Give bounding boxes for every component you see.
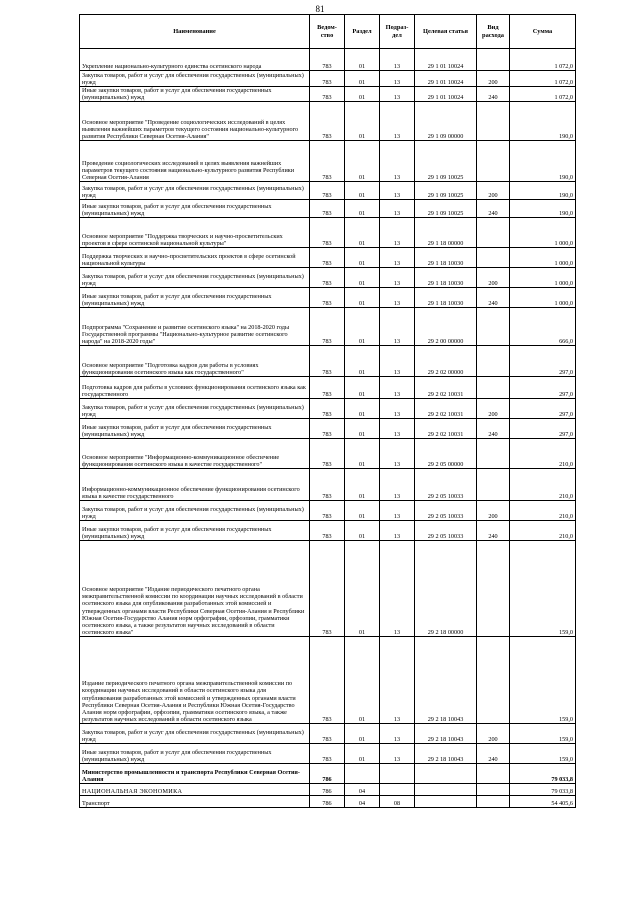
row-name: Основное мероприятие "Проведение социологических исследований в целях выявления важнейших параметров текущего состояния национально-культурного развития Республики Северная Осетия-Алания" xyxy=(80,102,310,141)
table-row xyxy=(80,796,576,808)
row-target: 29 2 05 10033 xyxy=(415,469,477,501)
row-sum: 54 405,6 xyxy=(510,796,576,808)
row-vid xyxy=(477,248,510,268)
row-name: Закупка товаров, работ и услуг для обеспечения государственных (муниципальных) нужд xyxy=(80,724,310,744)
header-target: Целевая статья xyxy=(415,15,477,49)
row-podrazdel: 13 xyxy=(380,637,415,724)
row-razdel: 01 xyxy=(345,377,380,399)
table-header-row xyxy=(80,15,576,49)
row-podrazdel: 13 xyxy=(380,439,415,469)
row-sum: 79 033,8 xyxy=(510,784,576,796)
row-ved: 783 xyxy=(310,724,345,744)
row-ved: 783 xyxy=(310,744,345,764)
table-row xyxy=(80,521,576,541)
row-razdel: 01 xyxy=(345,268,380,288)
row-razdel: 01 xyxy=(345,102,380,141)
row-podrazdel: 13 xyxy=(380,49,415,71)
row-vid xyxy=(477,784,510,796)
row-ved: 783 xyxy=(310,521,345,541)
row-razdel: 01 xyxy=(345,637,380,724)
row-razdel: 01 xyxy=(345,182,380,200)
table-row xyxy=(80,268,576,288)
table-row xyxy=(80,308,576,346)
row-sum: 210,0 xyxy=(510,521,576,541)
table-row xyxy=(80,200,576,218)
row-name: Информационно-коммуникационное обеспечение функционирования осетинского языка в качестве государственного xyxy=(80,469,310,501)
row-podrazdel: 13 xyxy=(380,346,415,377)
row-ved: 783 xyxy=(310,200,345,218)
row-sum: 210,0 xyxy=(510,469,576,501)
row-ved: 783 xyxy=(310,419,345,439)
row-target: 29 2 02 10031 xyxy=(415,377,477,399)
table-row xyxy=(80,399,576,419)
row-vid xyxy=(477,541,510,637)
row-ved: 783 xyxy=(310,288,345,308)
row-vid xyxy=(477,796,510,808)
row-ved: 783 xyxy=(310,102,345,141)
row-sum: 190,0 xyxy=(510,141,576,182)
row-vid xyxy=(477,308,510,346)
row-ved: 783 xyxy=(310,49,345,71)
row-sum: 190,0 xyxy=(510,200,576,218)
row-razdel: 04 xyxy=(345,796,380,808)
header-podrazdel: Подраз- дел xyxy=(380,15,415,49)
row-name: Основное мероприятие "Поддержка творческих и научно-просветительских проектов в сфере осетинской национальной культуры" xyxy=(80,218,310,248)
header-ved: Ведом- ство xyxy=(310,15,345,49)
row-vid: 240 xyxy=(477,521,510,541)
header-razdel: Раздел xyxy=(345,15,380,49)
row-name: Укрепление национально-культурного единства осетинского народа xyxy=(80,49,310,71)
row-vid xyxy=(477,346,510,377)
row-ved: 783 xyxy=(310,469,345,501)
row-target: 29 1 18 10030 xyxy=(415,288,477,308)
row-podrazdel: 13 xyxy=(380,87,415,102)
row-sum: 1 072,0 xyxy=(510,49,576,71)
row-podrazdel: 13 xyxy=(380,501,415,521)
row-ved: 783 xyxy=(310,637,345,724)
row-ved: 783 xyxy=(310,268,345,288)
row-target: 29 2 02 10031 xyxy=(415,399,477,419)
row-razdel: 01 xyxy=(345,521,380,541)
row-sum: 210,0 xyxy=(510,439,576,469)
row-name: Закупка товаров, работ и услуг для обеспечения государственных (муниципальных) нужд xyxy=(80,71,310,87)
row-vid xyxy=(477,764,510,784)
row-name: Подготовка кадров для работы в условиях функционирования осетинского языка как государственного xyxy=(80,377,310,399)
table-row xyxy=(80,102,576,141)
row-target: 29 2 05 10033 xyxy=(415,501,477,521)
table-row xyxy=(80,248,576,268)
table-row xyxy=(80,501,576,521)
row-podrazdel xyxy=(380,764,415,784)
row-target: 29 1 01 10024 xyxy=(415,49,477,71)
row-sum: 159,0 xyxy=(510,637,576,724)
row-name: Министерство промышленности и транспорта Республики Северная Осетия-Алания xyxy=(80,764,310,784)
header-name: Наименование xyxy=(80,15,310,49)
page-number: 81 xyxy=(315,4,325,14)
row-sum: 159,0 xyxy=(510,541,576,637)
row-razdel: 01 xyxy=(345,71,380,87)
row-target: 29 1 18 10030 xyxy=(415,248,477,268)
row-ved: 786 xyxy=(310,764,345,784)
row-razdel: 01 xyxy=(345,200,380,218)
row-ved: 783 xyxy=(310,541,345,637)
row-razdel: 01 xyxy=(345,218,380,248)
row-sum: 297,0 xyxy=(510,399,576,419)
row-name: НАЦИОНАЛЬНАЯ ЭКОНОМИКА xyxy=(80,784,310,796)
row-name: Иные закупки товаров, работ и услуг для обеспечения государственных (муниципальных) нужд xyxy=(80,288,310,308)
row-target: 29 2 18 10043 xyxy=(415,724,477,744)
row-podrazdel: 13 xyxy=(380,377,415,399)
row-podrazdel: 13 xyxy=(380,744,415,764)
table-row xyxy=(80,288,576,308)
row-target: 29 1 09 10025 xyxy=(415,141,477,182)
row-name: Поддержка творческих и научно-просветительских проектов в сфере осетинской национальной культуры xyxy=(80,248,310,268)
row-vid: 240 xyxy=(477,288,510,308)
row-razdel: 01 xyxy=(345,541,380,637)
row-vid xyxy=(477,637,510,724)
row-podrazdel: 13 xyxy=(380,308,415,346)
row-podrazdel: 13 xyxy=(380,399,415,419)
row-vid xyxy=(477,469,510,501)
table-row xyxy=(80,419,576,439)
row-sum: 1 000,0 xyxy=(510,268,576,288)
row-podrazdel: 13 xyxy=(380,102,415,141)
row-podrazdel: 13 xyxy=(380,469,415,501)
row-razdel: 01 xyxy=(345,49,380,71)
table-row xyxy=(80,637,576,724)
row-name: Иные закупки товаров, работ и услуг для обеспечения государственных (муниципальных) нужд xyxy=(80,521,310,541)
row-sum: 297,0 xyxy=(510,419,576,439)
row-podrazdel: 13 xyxy=(380,288,415,308)
row-name: Закупка товаров, работ и услуг для обеспечения государственных (муниципальных) нужд xyxy=(80,501,310,521)
row-name: Основное мероприятие "Информационно-коммуникационное обеспечение функционирования осетинского языка в качестве государственного" xyxy=(80,439,310,469)
row-vid xyxy=(477,218,510,248)
row-target: 29 2 18 10043 xyxy=(415,744,477,764)
row-sum: 1 072,0 xyxy=(510,71,576,87)
row-name: Издание периодического печатного органа межправительственной комиссии по координации научных исследований в области осетинского языка для опубликования разработанных этой комиссией и утвержденных органами власти Республики Северная Осетия-Алания и Республики Южная Осетия-Государство Алания норм орфографии, орфоэпии, грамматики осетинского языка, а также результатов научных исследований в области осетинского языка xyxy=(80,637,310,724)
table-row xyxy=(80,182,576,200)
row-podrazdel: 13 xyxy=(380,182,415,200)
row-ved: 783 xyxy=(310,141,345,182)
row-vid: 240 xyxy=(477,200,510,218)
row-sum: 666,0 xyxy=(510,308,576,346)
row-name: Подпрограмма "Сохранение и развитие осетинского языка" на 2018-2020 годы Государственной программы "Национально-культурное развитие осетинского народа" на 2018-2020 годы" xyxy=(80,308,310,346)
row-name: Проведение социологических исследований в целях выявления важнейших параметров текущего состояния национально-культурного развития Республики Северная Осетия-Алания xyxy=(80,141,310,182)
row-vid xyxy=(477,141,510,182)
row-target: 29 1 09 10025 xyxy=(415,182,477,200)
row-vid xyxy=(477,377,510,399)
row-target: 29 2 18 00000 xyxy=(415,541,477,637)
row-target: 29 2 05 00000 xyxy=(415,439,477,469)
row-vid: 200 xyxy=(477,182,510,200)
row-target: 29 1 18 10030 xyxy=(415,268,477,288)
row-target xyxy=(415,784,477,796)
row-vid xyxy=(477,439,510,469)
row-podrazdel: 13 xyxy=(380,724,415,744)
row-razdel: 01 xyxy=(345,399,380,419)
table-row xyxy=(80,218,576,248)
row-podrazdel: 13 xyxy=(380,141,415,182)
table-row xyxy=(80,764,576,784)
row-sum: 297,0 xyxy=(510,346,576,377)
row-podrazdel: 13 xyxy=(380,218,415,248)
row-vid: 240 xyxy=(477,419,510,439)
row-podrazdel xyxy=(380,784,415,796)
row-podrazdel: 13 xyxy=(380,200,415,218)
row-name: Закупка товаров, работ и услуг для обеспечения государственных (муниципальных) нужд xyxy=(80,399,310,419)
row-vid: 200 xyxy=(477,724,510,744)
row-razdel: 01 xyxy=(345,439,380,469)
row-ved: 783 xyxy=(310,308,345,346)
table-row xyxy=(80,469,576,501)
row-podrazdel: 13 xyxy=(380,248,415,268)
table-row xyxy=(80,541,576,637)
table-row xyxy=(80,744,576,764)
row-razdel: 01 xyxy=(345,724,380,744)
header-sum: Сумма xyxy=(510,15,576,49)
row-razdel: 01 xyxy=(345,501,380,521)
row-ved: 783 xyxy=(310,87,345,102)
row-target: 29 1 09 10025 xyxy=(415,200,477,218)
row-vid xyxy=(477,102,510,141)
row-sum: 190,0 xyxy=(510,182,576,200)
row-ved: 783 xyxy=(310,501,345,521)
row-name: Закупка товаров, работ и услуг для обеспечения государственных (муниципальных) нужд xyxy=(80,182,310,200)
row-podrazdel: 13 xyxy=(380,268,415,288)
row-ved: 786 xyxy=(310,796,345,808)
row-sum: 1 000,0 xyxy=(510,248,576,268)
row-vid: 200 xyxy=(477,268,510,288)
row-vid: 200 xyxy=(477,399,510,419)
row-podrazdel: 13 xyxy=(380,419,415,439)
row-name: Транспорт xyxy=(80,796,310,808)
row-name: Основное мероприятие "Подготовка кадров для работы в условиях функционирования осетинского языка как государственного" xyxy=(80,346,310,377)
row-vid: 240 xyxy=(477,87,510,102)
row-target xyxy=(415,764,477,784)
row-vid: 200 xyxy=(477,71,510,87)
row-name: Закупка товаров, работ и услуг для обеспечения государственных (муниципальных) нужд xyxy=(80,268,310,288)
row-target xyxy=(415,796,477,808)
header-vid: Вид расхода xyxy=(477,15,510,49)
row-name: Иные закупки товаров, работ и услуг для обеспечения государственных (муниципальных) нужд xyxy=(80,744,310,764)
row-razdel: 01 xyxy=(345,744,380,764)
row-sum: 210,0 xyxy=(510,501,576,521)
row-razdel: 01 xyxy=(345,141,380,182)
row-ved: 783 xyxy=(310,399,345,419)
row-target: 29 2 02 00000 xyxy=(415,346,477,377)
row-sum: 159,0 xyxy=(510,744,576,764)
row-vid: 240 xyxy=(477,744,510,764)
row-sum: 159,0 xyxy=(510,724,576,744)
row-vid xyxy=(477,49,510,71)
row-target: 29 2 05 10033 xyxy=(415,521,477,541)
row-target: 29 2 18 10043 xyxy=(415,637,477,724)
table-row xyxy=(80,71,576,87)
row-vid: 200 xyxy=(477,501,510,521)
row-name: Иные закупки товаров, работ и услуг для обеспечения государственных (муниципальных) нужд xyxy=(80,200,310,218)
row-ved: 783 xyxy=(310,248,345,268)
budget-table xyxy=(79,14,576,808)
row-razdel: 01 xyxy=(345,469,380,501)
table-row xyxy=(80,377,576,399)
row-sum: 297,0 xyxy=(510,377,576,399)
row-razdel xyxy=(345,764,380,784)
row-razdel: 01 xyxy=(345,87,380,102)
row-target: 29 1 18 00000 xyxy=(415,218,477,248)
row-ved: 786 xyxy=(310,784,345,796)
row-razdel: 01 xyxy=(345,346,380,377)
table-row xyxy=(80,784,576,796)
row-ved: 783 xyxy=(310,377,345,399)
row-ved: 783 xyxy=(310,218,345,248)
row-ved: 783 xyxy=(310,182,345,200)
row-target: 29 2 02 10031 xyxy=(415,419,477,439)
row-name: Иные закупки товаров, работ и услуг для обеспечения государственных (муниципальных) нужд xyxy=(80,87,310,102)
row-sum: 190,0 xyxy=(510,102,576,141)
row-ved: 783 xyxy=(310,439,345,469)
row-podrazdel: 13 xyxy=(380,521,415,541)
row-name: Иные закупки товаров, работ и услуг для обеспечения государственных (муниципальных) нужд xyxy=(80,419,310,439)
row-target: 29 2 00 00000 xyxy=(415,308,477,346)
row-target: 29 1 01 10024 xyxy=(415,71,477,87)
table-row xyxy=(80,724,576,744)
row-target: 29 1 01 10024 xyxy=(415,87,477,102)
table-row xyxy=(80,346,576,377)
row-sum: 1 000,0 xyxy=(510,218,576,248)
table-row xyxy=(80,141,576,182)
table-row xyxy=(80,439,576,469)
row-razdel: 04 xyxy=(345,784,380,796)
row-ved: 783 xyxy=(310,71,345,87)
table-row xyxy=(80,87,576,102)
row-name: Основное мероприятие "Издание периодического печатного органа межправительственной комиссии по координации научных исследований в области осетинского языка для опубликования разработанных этой комиссией и утвержденных органами власти Республики Северная Осетия-Алания и Республики Южная Осетия-Государство Алания норм орфографии, орфоэпии, грамматики осетинского языка, а также результатов научных исследований в области осетинского языка" xyxy=(80,541,310,637)
row-sum: 1 000,0 xyxy=(510,288,576,308)
row-podrazdel: 08 xyxy=(380,796,415,808)
row-razdel: 01 xyxy=(345,248,380,268)
table-row xyxy=(80,49,576,71)
row-sum: 79 033,8 xyxy=(510,764,576,784)
row-podrazdel: 13 xyxy=(380,71,415,87)
row-ved: 783 xyxy=(310,346,345,377)
row-target: 29 1 09 00000 xyxy=(415,102,477,141)
row-razdel: 01 xyxy=(345,308,380,346)
row-sum: 1 072,0 xyxy=(510,87,576,102)
row-podrazdel: 13 xyxy=(380,541,415,637)
row-razdel: 01 xyxy=(345,419,380,439)
row-razdel: 01 xyxy=(345,288,380,308)
